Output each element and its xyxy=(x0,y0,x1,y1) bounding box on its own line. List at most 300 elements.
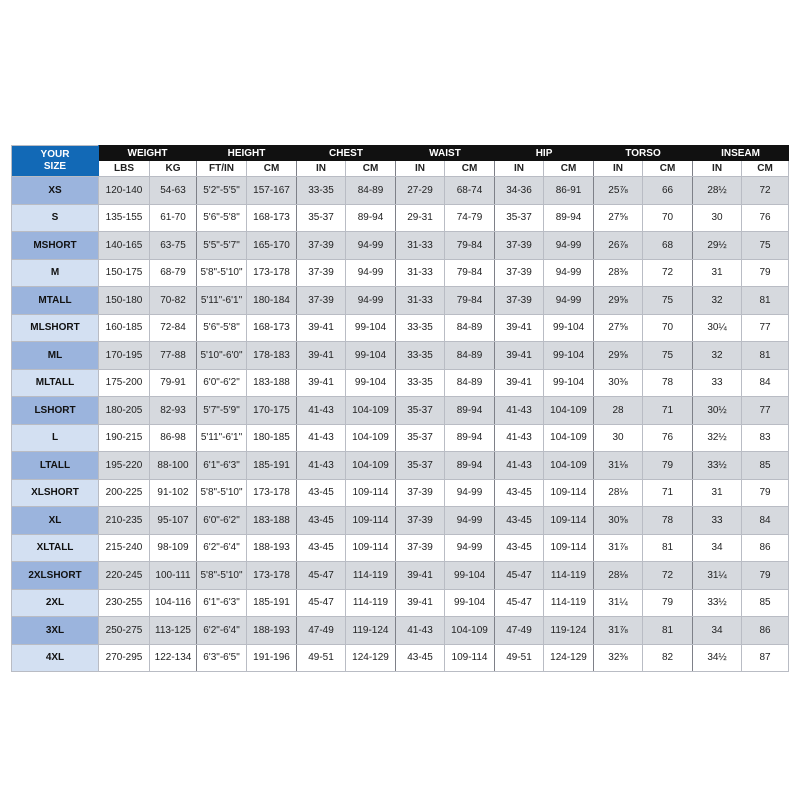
table-cell: 104-109 xyxy=(346,424,396,452)
table-row xyxy=(12,589,789,617)
table-cell: 79 xyxy=(643,589,693,617)
table-cell: 37-39 xyxy=(297,259,346,287)
table-cell: 37-39 xyxy=(495,232,544,260)
table-cell: 119-124 xyxy=(346,617,396,645)
table-cell: 210-235 xyxy=(99,507,150,535)
table-cell: 43-45 xyxy=(297,507,346,535)
table-row xyxy=(12,287,789,315)
table-cell: 43-45 xyxy=(297,479,346,507)
table-cell: 30⅜ xyxy=(594,369,643,397)
inseam-header: INSEAM xyxy=(693,146,789,161)
size-label: S xyxy=(12,204,99,232)
table-cell: 34½ xyxy=(693,644,742,672)
table-cell: 83 xyxy=(742,424,789,452)
table-cell: 94-99 xyxy=(346,232,396,260)
table-cell: 86-98 xyxy=(150,424,197,452)
unit-header: IN xyxy=(297,161,346,177)
unit-header: LBS xyxy=(99,161,150,177)
table-cell: 81 xyxy=(742,287,789,315)
table-cell: 5'11"-6'1" xyxy=(197,424,247,452)
table-cell: 200-225 xyxy=(99,479,150,507)
table-cell: 39-41 xyxy=(297,314,346,342)
table-cell: 45-47 xyxy=(297,562,346,590)
table-cell: 114-119 xyxy=(346,562,396,590)
table-cell: 32⅜ xyxy=(594,644,643,672)
table-cell: 94-99 xyxy=(544,287,594,315)
table-cell: 75 xyxy=(643,287,693,315)
size-label: M xyxy=(12,259,99,287)
chest-header: CHEST xyxy=(297,146,396,161)
size-label: LSHORT xyxy=(12,397,99,425)
table-cell: 29-31 xyxy=(396,204,445,232)
table-cell: 188-193 xyxy=(247,534,297,562)
unit-header: CM xyxy=(445,161,495,177)
table-cell: 31⅞ xyxy=(594,617,643,645)
table-cell: 35-37 xyxy=(495,204,544,232)
table-cell: 185-191 xyxy=(247,589,297,617)
table-cell: 165-170 xyxy=(247,232,297,260)
table-cell: 39-41 xyxy=(495,342,544,370)
table-cell: 76 xyxy=(742,204,789,232)
table-cell: 124-129 xyxy=(346,644,396,672)
table-cell: 75 xyxy=(742,232,789,260)
table-cell: 31⅛ xyxy=(594,452,643,480)
table-cell: 43-45 xyxy=(297,534,346,562)
table-cell: 188-193 xyxy=(247,617,297,645)
table-cell: 195-220 xyxy=(99,452,150,480)
table-cell: 99-104 xyxy=(544,314,594,342)
table-cell: 113-125 xyxy=(150,617,197,645)
table-cell: 109-114 xyxy=(445,644,495,672)
table-cell: 89-94 xyxy=(445,424,495,452)
table-cell: 99-104 xyxy=(445,589,495,617)
table-cell: 43-45 xyxy=(396,644,445,672)
table-cell: 122-134 xyxy=(150,644,197,672)
table-cell: 41-43 xyxy=(495,424,544,452)
table-cell: 81 xyxy=(742,342,789,370)
waist-header: WAIST xyxy=(396,146,495,161)
table-cell: 28⅛ xyxy=(594,562,643,590)
table-cell: 100-111 xyxy=(150,562,197,590)
table-cell: 5'10"-6'0" xyxy=(197,342,247,370)
table-cell: 37-39 xyxy=(495,287,544,315)
table-cell: 84-89 xyxy=(445,314,495,342)
table-cell: 215-240 xyxy=(99,534,150,562)
table-cell: 178-183 xyxy=(247,342,297,370)
table-cell: 28⅜ xyxy=(594,259,643,287)
table-cell: 84-89 xyxy=(445,342,495,370)
table-cell: 150-175 xyxy=(99,259,150,287)
table-cell: 39-41 xyxy=(495,369,544,397)
table-row xyxy=(12,562,789,590)
table-cell: 31-33 xyxy=(396,287,445,315)
table-cell: 124-129 xyxy=(544,644,594,672)
table-cell: 114-119 xyxy=(544,562,594,590)
table-row xyxy=(12,177,789,205)
table-cell: 68 xyxy=(643,232,693,260)
table-cell: 31¼ xyxy=(693,562,742,590)
table-cell: 180-185 xyxy=(247,424,297,452)
table-cell: 31¼ xyxy=(594,589,643,617)
table-cell: 84 xyxy=(742,369,789,397)
table-cell: 120-140 xyxy=(99,177,150,205)
table-cell: 5'8"-5'10" xyxy=(197,259,247,287)
table-cell: 175-200 xyxy=(99,369,150,397)
table-cell: 168-173 xyxy=(247,314,297,342)
table-cell: 109-114 xyxy=(346,534,396,562)
table-cell: 33 xyxy=(693,507,742,535)
table-cell: 41-43 xyxy=(297,397,346,425)
table-cell: 39-41 xyxy=(396,562,445,590)
table-cell: 150-180 xyxy=(99,287,150,315)
unit-header: IN xyxy=(594,161,643,177)
table-cell: 89-94 xyxy=(445,397,495,425)
table-row xyxy=(12,479,789,507)
table-row xyxy=(12,259,789,287)
table-cell: 5'8"-5'10" xyxy=(197,479,247,507)
table-cell: 99-104 xyxy=(544,369,594,397)
table-cell: 99-104 xyxy=(346,369,396,397)
table-cell: 84-89 xyxy=(346,177,396,205)
unit-header: IN xyxy=(396,161,445,177)
table-cell: 104-116 xyxy=(150,589,197,617)
table-cell: 33-35 xyxy=(396,314,445,342)
size-label: XS xyxy=(12,177,99,205)
table-cell: 63-75 xyxy=(150,232,197,260)
table-cell: 5'6"-5'8" xyxy=(197,314,247,342)
unit-header: KG xyxy=(150,161,197,177)
table-cell: 76 xyxy=(643,424,693,452)
table-cell: 61-70 xyxy=(150,204,197,232)
table-cell: 270-295 xyxy=(99,644,150,672)
weight-header: WEIGHT xyxy=(99,146,197,161)
hip-header: HIP xyxy=(495,146,594,161)
your-size-header xyxy=(12,146,99,177)
table-cell: 109-114 xyxy=(544,534,594,562)
table-cell: 77-88 xyxy=(150,342,197,370)
table-cell: 39-41 xyxy=(297,342,346,370)
size-label: L xyxy=(12,424,99,452)
table-cell: 68-79 xyxy=(150,259,197,287)
table-cell: 99-104 xyxy=(346,314,396,342)
table-cell: 89-94 xyxy=(544,204,594,232)
unit-header-row xyxy=(12,161,789,177)
table-cell: 104-109 xyxy=(445,617,495,645)
table-cell: 185-191 xyxy=(247,452,297,480)
table-cell: 79-91 xyxy=(150,369,197,397)
table-cell: 41-43 xyxy=(297,424,346,452)
table-cell: 173-178 xyxy=(247,259,297,287)
table-cell: 37-39 xyxy=(297,287,346,315)
group-header-row xyxy=(12,146,789,161)
table-cell: 109-114 xyxy=(544,479,594,507)
table-cell: 114-119 xyxy=(544,589,594,617)
table-cell: 29½ xyxy=(693,232,742,260)
table-cell: 98-109 xyxy=(150,534,197,562)
size-label: 2XLSHORT xyxy=(12,562,99,590)
table-cell: 180-205 xyxy=(99,397,150,425)
table-cell: 37-39 xyxy=(396,479,445,507)
table-cell: 170-195 xyxy=(99,342,150,370)
size-label: 4XL xyxy=(12,644,99,672)
table-cell: 94-99 xyxy=(346,259,396,287)
table-cell: 33-35 xyxy=(297,177,346,205)
table-cell: 45-47 xyxy=(495,589,544,617)
size-label: XLSHORT xyxy=(12,479,99,507)
table-cell: 71 xyxy=(643,397,693,425)
table-cell: 6'3"-6'5" xyxy=(197,644,247,672)
table-cell: 191-196 xyxy=(247,644,297,672)
table-cell: 34-36 xyxy=(495,177,544,205)
table-cell: 140-165 xyxy=(99,232,150,260)
size-label: 2XL xyxy=(12,589,99,617)
table-cell: 180-184 xyxy=(247,287,297,315)
table-cell: 5'6"-5'8" xyxy=(197,204,247,232)
table-cell: 160-185 xyxy=(99,314,150,342)
size-label: 3XL xyxy=(12,617,99,645)
table-cell: 66 xyxy=(643,177,693,205)
unit-header: IN xyxy=(495,161,544,177)
table-cell: 94-99 xyxy=(445,479,495,507)
table-cell: 78 xyxy=(643,507,693,535)
table-cell: 109-114 xyxy=(346,507,396,535)
your-size-line2: SIZE xyxy=(43,161,67,172)
size-label: MLTALL xyxy=(12,369,99,397)
table-cell: 26⅞ xyxy=(594,232,643,260)
table-cell: 170-175 xyxy=(247,397,297,425)
table-cell: 173-178 xyxy=(247,479,297,507)
table-cell: 28 xyxy=(594,397,643,425)
table-cell: 37-39 xyxy=(396,507,445,535)
size-label: ML xyxy=(12,342,99,370)
table-cell: 6'2"-6'4" xyxy=(197,617,247,645)
table-row xyxy=(12,314,789,342)
table-cell: 220-245 xyxy=(99,562,150,590)
table-cell: 79-84 xyxy=(445,287,495,315)
table-cell: 33-35 xyxy=(396,342,445,370)
table-cell: 230-255 xyxy=(99,589,150,617)
table-cell: 79 xyxy=(742,259,789,287)
height-header: HEIGHT xyxy=(197,146,297,161)
table-cell: 32½ xyxy=(693,424,742,452)
table-cell: 71 xyxy=(643,479,693,507)
table-cell: 114-119 xyxy=(346,589,396,617)
table-cell: 41-43 xyxy=(396,617,445,645)
size-label: XLTALL xyxy=(12,534,99,562)
table-cell: 5'7"-5'9" xyxy=(197,397,247,425)
table-cell: 31-33 xyxy=(396,259,445,287)
unit-header: CM xyxy=(742,161,789,177)
table-cell: 54-63 xyxy=(150,177,197,205)
table-cell: 70 xyxy=(643,314,693,342)
table-row xyxy=(12,232,789,260)
table-cell: 30½ xyxy=(693,397,742,425)
table-cell: 94-99 xyxy=(544,259,594,287)
table-cell: 25⅞ xyxy=(594,177,643,205)
table-cell: 5'8"-5'10" xyxy=(197,562,247,590)
table-cell: 94-99 xyxy=(544,232,594,260)
table-cell: 82-93 xyxy=(150,397,197,425)
table-cell: 37-39 xyxy=(396,534,445,562)
table-cell: 31 xyxy=(693,259,742,287)
table-cell: 28⅛ xyxy=(594,479,643,507)
table-row xyxy=(12,452,789,480)
table-cell: 5'2"-5'5" xyxy=(197,177,247,205)
table-cell: 87 xyxy=(742,644,789,672)
table-cell: 95-107 xyxy=(150,507,197,535)
table-cell: 6'0"-6'2" xyxy=(197,369,247,397)
table-cell: 43-45 xyxy=(495,479,544,507)
table-cell: 77 xyxy=(742,397,789,425)
table-cell: 41-43 xyxy=(297,452,346,480)
table-cell: 75 xyxy=(643,342,693,370)
table-cell: 47-49 xyxy=(297,617,346,645)
table-row xyxy=(12,342,789,370)
table-cell: 32 xyxy=(693,342,742,370)
size-label: MSHORT xyxy=(12,232,99,260)
table-cell: 173-178 xyxy=(247,562,297,590)
table-cell: 5'5"-5'7" xyxy=(197,232,247,260)
table-header xyxy=(12,146,789,177)
table-cell: 157-167 xyxy=(247,177,297,205)
unit-header: CM xyxy=(643,161,693,177)
table-cell: 45-47 xyxy=(297,589,346,617)
table-cell: 47-49 xyxy=(495,617,544,645)
table-cell: 39-41 xyxy=(396,589,445,617)
table-cell: 94-99 xyxy=(346,287,396,315)
table-cell: 30 xyxy=(693,204,742,232)
table-cell: 31-33 xyxy=(396,232,445,260)
table-cell: 33 xyxy=(693,369,742,397)
table-cell: 5'11"-6'1" xyxy=(197,287,247,315)
table-cell: 89-94 xyxy=(346,204,396,232)
table-cell: 77 xyxy=(742,314,789,342)
torso-header: TORSO xyxy=(594,146,693,161)
table-cell: 84 xyxy=(742,507,789,535)
table-cell: 35-37 xyxy=(396,452,445,480)
table-cell: 35-37 xyxy=(297,204,346,232)
table-cell: 43-45 xyxy=(495,534,544,562)
table-cell: 27-29 xyxy=(396,177,445,205)
table-cell: 34 xyxy=(693,617,742,645)
table-cell: 81 xyxy=(643,534,693,562)
size-label: MTALL xyxy=(12,287,99,315)
table-cell: 37-39 xyxy=(297,232,346,260)
table-cell: 88-100 xyxy=(150,452,197,480)
table-cell: 104-109 xyxy=(544,397,594,425)
table-cell: 41-43 xyxy=(495,452,544,480)
table-cell: 91-102 xyxy=(150,479,197,507)
table-cell: 84-89 xyxy=(445,369,495,397)
table-cell: 49-51 xyxy=(495,644,544,672)
table-cell: 43-45 xyxy=(495,507,544,535)
table-cell: 104-109 xyxy=(544,424,594,452)
table-cell: 168-173 xyxy=(247,204,297,232)
table-cell: 99-104 xyxy=(445,562,495,590)
table-cell: 30⅝ xyxy=(594,507,643,535)
table-cell: 6'0"-6'2" xyxy=(197,507,247,535)
table-cell: 6'1"-6'3" xyxy=(197,452,247,480)
table-row xyxy=(12,617,789,645)
table-cell: 79 xyxy=(742,562,789,590)
table-cell: 104-109 xyxy=(544,452,594,480)
table-cell: 29⅝ xyxy=(594,287,643,315)
table-cell: 27⅝ xyxy=(594,204,643,232)
table-cell: 79 xyxy=(643,452,693,480)
table-cell: 86 xyxy=(742,617,789,645)
table-cell: 70 xyxy=(643,204,693,232)
table-cell: 79-84 xyxy=(445,232,495,260)
table-cell: 27⅝ xyxy=(594,314,643,342)
table-row xyxy=(12,397,789,425)
table-cell: 37-39 xyxy=(495,259,544,287)
table-cell: 79-84 xyxy=(445,259,495,287)
table-cell: 74-79 xyxy=(445,204,495,232)
table-row xyxy=(12,369,789,397)
table-cell: 79 xyxy=(742,479,789,507)
table-cell: 119-124 xyxy=(544,617,594,645)
table-cell: 104-109 xyxy=(346,397,396,425)
table-body xyxy=(12,177,789,672)
table-cell: 183-188 xyxy=(247,369,297,397)
table-cell: 86-91 xyxy=(544,177,594,205)
table-cell: 6'2"-6'4" xyxy=(197,534,247,562)
unit-header: CM xyxy=(346,161,396,177)
table-cell: 183-188 xyxy=(247,507,297,535)
table-cell: 72 xyxy=(742,177,789,205)
your-size-line1: YOUR xyxy=(40,149,70,160)
table-cell: 33½ xyxy=(693,452,742,480)
table-cell: 99-104 xyxy=(346,342,396,370)
table-cell: 72-84 xyxy=(150,314,197,342)
table-row xyxy=(12,507,789,535)
table-cell: 45-47 xyxy=(495,562,544,590)
unit-header: IN xyxy=(693,161,742,177)
table-cell: 99-104 xyxy=(544,342,594,370)
table-cell: 250-275 xyxy=(99,617,150,645)
table-cell: 39-41 xyxy=(495,314,544,342)
table-cell: 104-109 xyxy=(346,452,396,480)
table-cell: 32 xyxy=(693,287,742,315)
table-cell: 135-155 xyxy=(99,204,150,232)
table-cell: 6'1"-6'3" xyxy=(197,589,247,617)
table-cell: 86 xyxy=(742,534,789,562)
unit-header: CM xyxy=(247,161,297,177)
size-label: LTALL xyxy=(12,452,99,480)
table-cell: 72 xyxy=(643,259,693,287)
size-label: MLSHORT xyxy=(12,314,99,342)
table-cell: 49-51 xyxy=(297,644,346,672)
table-cell: 94-99 xyxy=(445,507,495,535)
table-cell: 82 xyxy=(643,644,693,672)
unit-header: FT/IN xyxy=(197,161,247,177)
table-row xyxy=(12,644,789,672)
table-cell: 30 xyxy=(594,424,643,452)
table-cell: 30¼ xyxy=(693,314,742,342)
table-row xyxy=(12,204,789,232)
table-cell: 78 xyxy=(643,369,693,397)
size-chart-table xyxy=(11,145,789,672)
table-cell: 89-94 xyxy=(445,452,495,480)
table-cell: 190-215 xyxy=(99,424,150,452)
table-cell: 34 xyxy=(693,534,742,562)
table-cell: 41-43 xyxy=(495,397,544,425)
table-cell: 68-74 xyxy=(445,177,495,205)
table-cell: 70-82 xyxy=(150,287,197,315)
table-cell: 109-114 xyxy=(544,507,594,535)
table-cell: 35-37 xyxy=(396,397,445,425)
table-cell: 33½ xyxy=(693,589,742,617)
